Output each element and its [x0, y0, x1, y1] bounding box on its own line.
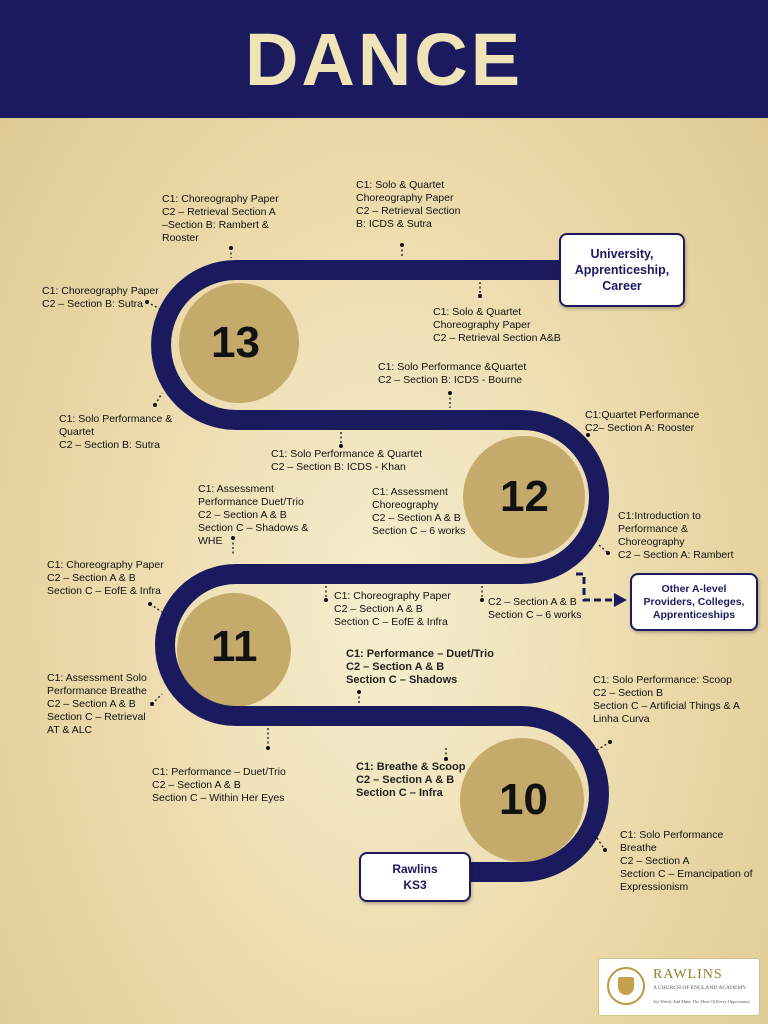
label-y11-left-bottom: C1: Assessment Solo Performance Breathe C2 – Section A & B Section C – Retrieval AT & ALC — [47, 672, 147, 736]
year-10-number: 10 — [499, 775, 548, 824]
label-y12-right-top: C1:Quartet Performance C2– Section A: Rooster — [585, 409, 700, 434]
logo-motto: Act Wisely And Make The Most Of Every Opportunity — [653, 999, 750, 1004]
year-12-number: 12 — [500, 472, 549, 521]
page-title: DANCE — [244, 17, 524, 101]
label-y10-right-top: C1: Solo Performance: Scoop C2 – Section B Section C – Artificial Things & A Linha Curva — [593, 674, 740, 725]
label-y11-mid: C1: Choreography Paper C2 – Section A & B Section C – EofE & Infra — [334, 590, 451, 628]
label-y10-right-bottom: C1: Solo Performance Breathe C2 – Section A Section C – Emancipation of Expressionism — [620, 829, 753, 893]
label-y13-top-left: C1: Choreography Paper C2 – Retrieval Section A –Section B: Rambert & Rooster — [162, 193, 279, 244]
label-y11-top-left: C1: Assessment Performance Duet/Trio C2 – Section A & B Section C – Shadows & WHE — [198, 483, 309, 547]
year-13-number: 13 — [211, 318, 260, 367]
rawlins-ks3-box: Rawlins KS3 — [359, 852, 471, 902]
other-providers-box: Other A-level Providers, Colleges, Apprenticeships — [630, 573, 758, 631]
label-y13-right-below: C1: Solo & Quartet Choreography Paper C2 – Retrieval Section A&B — [433, 306, 561, 344]
label-y12-below-road: C1: Solo Performance & Quartet C2 – Section B: ICDS - Khan — [271, 448, 423, 473]
label-y11-right: C1: Performance – Duet/Trio C2 – Section A & B Section C – Shadows — [346, 648, 494, 686]
label-y13-bottom-left: C1: Solo Performance & Quartet C2 – Section B: Sutra — [59, 413, 173, 451]
label-y12-top: C1: Solo Performance &Quartet C2 – Section B: ICDS - Bourne — [378, 361, 527, 386]
crest-icon — [607, 967, 645, 1005]
label-y10-mid: C1: Breathe & Scoop C2 – Section A & B Section C – Infra — [356, 761, 466, 799]
year-11-number: 11 — [211, 622, 258, 671]
label-y12-right-bottom: C1:Introduction to Performance & Choreography C2 – Section A: Rambert — [618, 510, 734, 561]
rawlins-logo — [598, 958, 760, 1016]
logo-name: RAWLINS — [653, 967, 723, 982]
label-y10-below-left: C1: Performance – Duet/Trio C2 – Section A & B Section C – Within Her Eyes — [152, 766, 286, 804]
dashed-arrow — [576, 574, 614, 600]
arrow-head — [614, 593, 627, 607]
university-box: University, Apprenticeship, Career — [559, 233, 685, 307]
label-y13-top-right: C1: Solo & Quartet Choreography Paper C2 – Retrieval Section B: ICDS & Sutra — [356, 179, 461, 230]
label-y12-assessment: C1: Assessment Choreography C2 – Section A & B Section C – 6 works — [372, 486, 466, 537]
label-y11-left: C1: Choreography Paper C2 – Section A & B Section C – EofE & Infra — [47, 559, 164, 597]
label-y13-left: C1: Choreography Paper C2 – Section B: Sutra — [42, 285, 159, 310]
label-y12-bottom: C2 – Section A & B Section C – 6 works — [488, 596, 582, 621]
logo-subtitle: A CHURCH OF ENGLAND ACADEMY — [653, 985, 747, 991]
